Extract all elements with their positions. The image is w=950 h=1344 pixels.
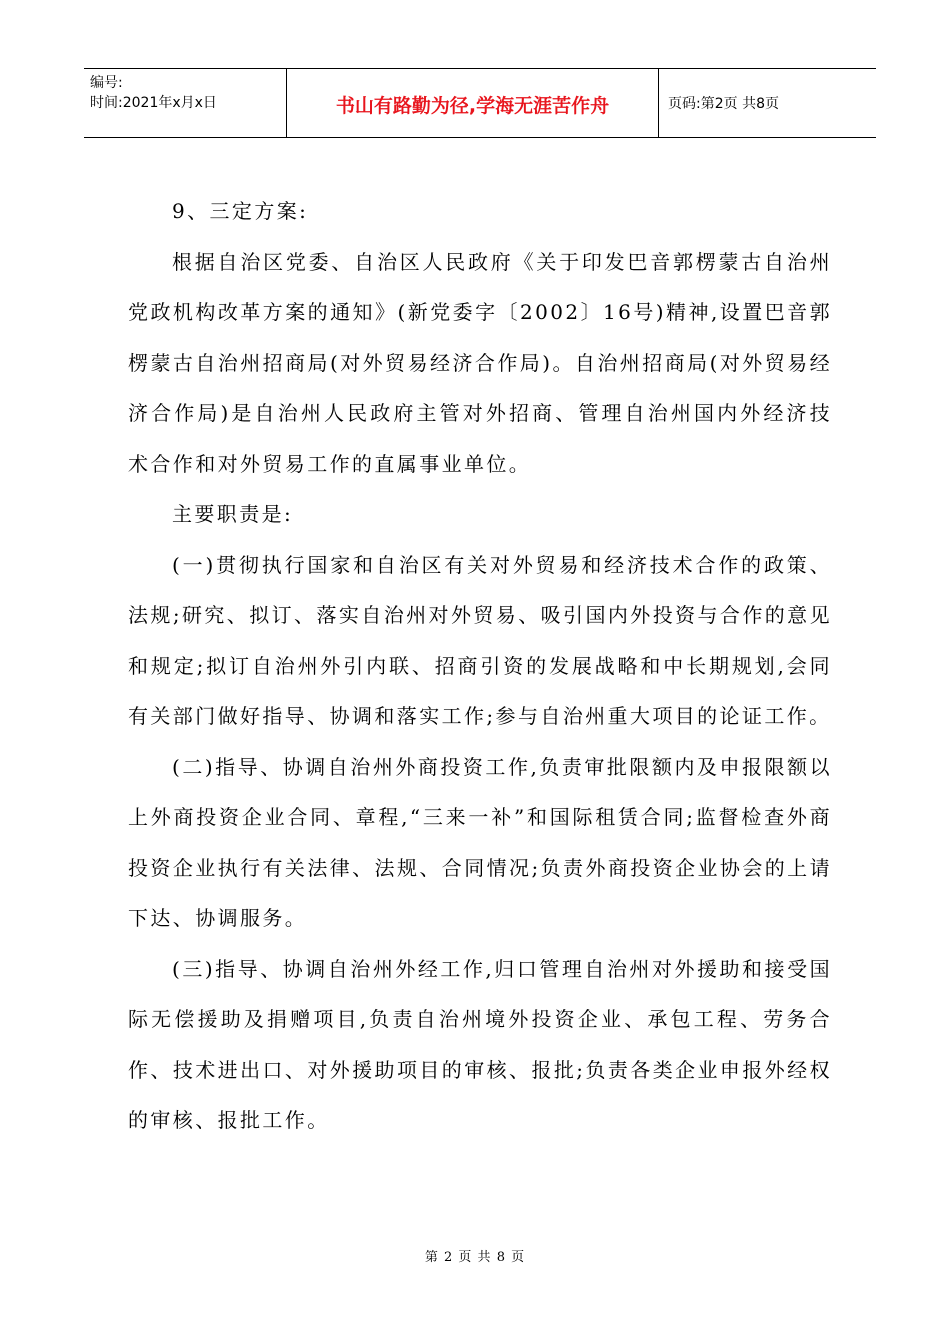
section-heading: 主要职责是: — [172, 502, 294, 526]
section-heading: 9、三定方案: — [172, 199, 309, 223]
page-footer: 第 2 页 共 8 页 — [424, 1250, 526, 1265]
page-header — [84, 68, 876, 138]
paragraph: (三)指导、协调自治州外经工作,归口管理自治州对外援助和接受国际无偿援助及捐赠项目,负责自治州境外投资企业、承包工程、劳务合作、技术进出口、对外援助项目的审核、报批;负责各类企业申报外经权的审核、报批工作。 — [128, 956, 832, 1132]
paragraph: (二)指导、协调自治州外商投资工作,负责审批限额内及申报限额以上外商投资企业合同、章程,“三来一补”和国际租赁合同;监督检查外商投资企业执行有关法律、法规、合同情况;负责外商投资企业协会的上请下达、协调服务。 — [128, 754, 832, 930]
paragraph: (一)贯彻执行国家和自治区有关对外贸易和经济技术合作的政策、法规;研究、拟订、落实自治州对外贸易、吸引国内外投资与合作的意见和规定;拟订自治州外引内联、招商引资的发展战略和中长期规划,会同有关部门做好指导、协调和落实工作;参与自治州重大项目的论证工作。 — [128, 552, 832, 728]
header-divider — [658, 69, 659, 137]
header-page-info: 页码:第2页 共8页 — [668, 96, 779, 112]
header-info — [90, 73, 286, 113]
paragraph: 根据自治区党委、自治区人民政府《关于印发巴音郭楞蒙古自治州党政机构改革方案的通知》(新党委字〔2002〕16号)精神,设置巴音郭楞蒙古自治州招商局(对外贸易经济合作局)。自治州招商局(对外贸易经济合作局)是自治州人民政府主管对外招商、管理自治州国内外经济技术合作和对外贸易工作的直属事业单位。 — [128, 249, 832, 476]
header-motto: 书山有路勤为径,学海无涯苦作舟 — [335, 95, 610, 117]
document-body — [128, 186, 832, 1146]
time-label: 时间:2021年x月x日 — [90, 95, 217, 111]
number-label: 编号: — [90, 75, 123, 91]
